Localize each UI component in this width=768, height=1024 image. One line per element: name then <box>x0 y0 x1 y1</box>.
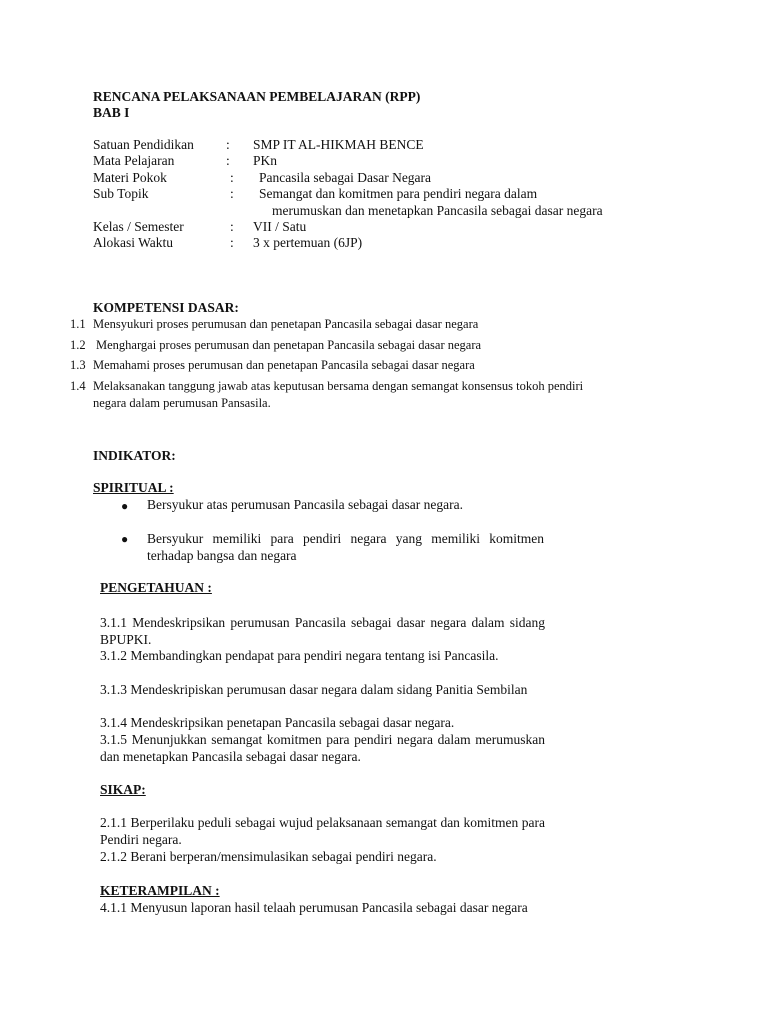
identity-label: Alokasi Waktu <box>93 235 174 250</box>
kompetensi-number: 1.4 <box>70 379 86 393</box>
spiritual-item: Bersyukur atas perumusan Pancasila sebagai dasar negara. <box>147 497 464 512</box>
identity-value-continued: merumuskan dan menetapkan Pancasila sebagai dasar negara <box>272 203 603 218</box>
identity-colon: : <box>230 170 234 185</box>
identity-value: Semangat dan komitmen para pendiri negara dalam <box>259 186 538 201</box>
identity-label: Materi Pokok <box>93 170 167 185</box>
identity-colon: : <box>226 153 230 168</box>
bullet-icon: ● <box>121 499 129 513</box>
sikap-heading: SIKAP: <box>100 782 146 797</box>
document-title: RENCANA PELAKSANAAN PEMBELAJARAN (RPP) <box>93 89 421 104</box>
identity-colon: : <box>226 137 230 152</box>
chapter-label: BAB I <box>93 105 130 120</box>
keterampilan-item: 4.1.1 Menyusun laporan hasil telaah perumusan Pancasila sebagai dasar negara <box>100 900 528 915</box>
identity-label: Satuan Pendidikan <box>93 137 194 152</box>
kompetensi-text: Memahami proses perumusan dan penetapan Pancasila sebagai dasar negara <box>93 358 475 372</box>
keterampilan-heading: KETERAMPILAN : <box>100 883 220 898</box>
pengetahuan-item: 3.1.5 Menunjukkan semangat komitmen para pendiri negara dalam merumuskan dan menetapkan Pancasila sebagai dasar negara. <box>100 732 545 764</box>
kompetensi-text: Menghargai proses perumusan dan penetapan Pancasila sebagai dasar negara <box>96 338 482 352</box>
pengetahuan-heading: PENGETAHUAN : <box>100 580 212 595</box>
kompetensi-number: 1.2 <box>70 338 86 352</box>
pengetahuan-item: 3.1.3 Mendeskripiskan perumusan dasar negara dalam sidang Panitia Sembilan <box>100 682 528 697</box>
identity-colon: : <box>230 219 234 234</box>
identity-value: Pancasila sebagai Dasar Negara <box>259 170 432 185</box>
kompetensi-number: 1.3 <box>70 358 86 372</box>
indikator-heading: INDIKATOR: <box>93 448 176 463</box>
identity-value: SMP IT AL-HIKMAH BENCE <box>253 137 424 152</box>
kompetensi-text: Mensyukuri proses perumusan dan penetapan Pancasila sebagai dasar negara <box>93 317 479 331</box>
spiritual-heading: SPIRITUAL : <box>93 480 174 495</box>
identity-label: Mata Pelajaran <box>93 153 175 168</box>
identity-label: Kelas / Semester <box>93 219 184 234</box>
identity-value: VII / Satu <box>253 219 307 234</box>
bullet-icon: ● <box>121 532 129 546</box>
kompetensi-text-continued: negara dalam perumusan Pansasila. <box>93 396 271 410</box>
pengetahuan-item: 3.1.4 Mendeskripsikan penetapan Pancasila sebagai dasar negara. <box>100 715 455 730</box>
pengetahuan-item: 3.1.2 Membandingkan pendapat para pendiri negara tentang isi Pancasila. <box>100 648 499 663</box>
sikap-item: 2.1.1 Berperilaku peduli sebagai wujud pelaksanaan semangat dan komitmen para Pendiri negara. <box>100 815 545 847</box>
identity-value: 3 x pertemuan (6JP) <box>253 235 363 250</box>
identity-colon: : <box>230 186 234 201</box>
pengetahuan-item: 3.1.1 Mendeskripsikan perumusan Pancasila sebagai dasar negara dalam sidang BPUPKI. <box>100 615 545 647</box>
sikap-item: 2.1.2 Berani berperan/mensimulasikan sebagai pendiri negara. <box>100 849 437 864</box>
spiritual-item: Bersyukur memiliki para pendiri negara yang memiliki komitmen terhadap bangsa dan negara <box>147 531 544 563</box>
identity-value: PKn <box>253 153 278 168</box>
identity-label: Sub Topik <box>93 186 149 201</box>
identity-colon: : <box>230 235 234 250</box>
kompetensi-number: 1.1 <box>70 317 86 331</box>
kompetensi-heading: KOMPETENSI DASAR: <box>93 300 239 315</box>
kompetensi-text: Melaksanakan tanggung jawab atas keputusan bersama dengan semangat konsensus tokoh pendiri <box>93 379 584 393</box>
